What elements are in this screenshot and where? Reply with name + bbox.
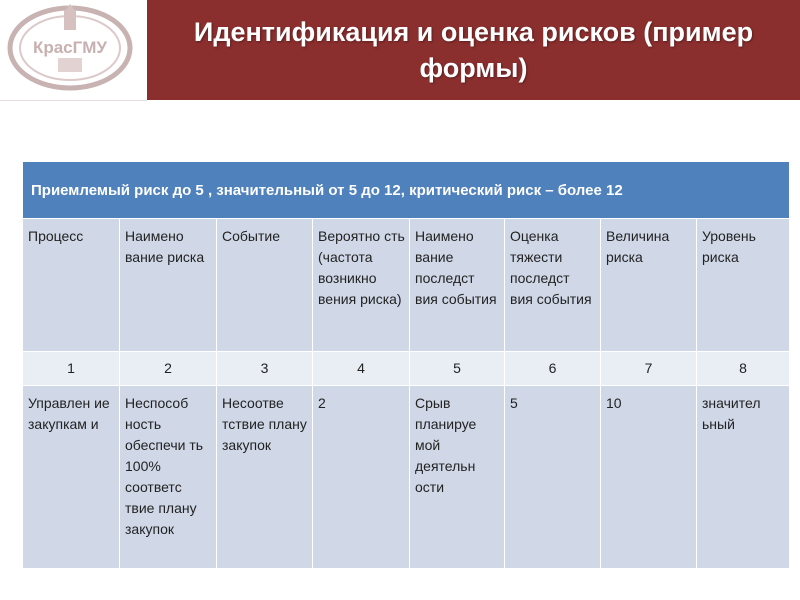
table-cell-risk-level: значител ьный	[697, 386, 790, 569]
column-number: 2	[120, 352, 217, 386]
column-number: 8	[697, 352, 790, 386]
page-title: Идентификация и оценка рисков (пример формы)	[193, 17, 754, 83]
column-number: 6	[505, 352, 601, 386]
table-caption: Приемлемый риск до 5 , значительный от 5 до 12, критический риск – более 12	[23, 162, 790, 219]
table-caption-row	[23, 162, 790, 219]
risk-assessment-table	[22, 161, 790, 569]
university-logo-icon	[4, 2, 144, 96]
column-header-process: Процесс	[23, 219, 120, 352]
column-header-consequence-severity: Оценка тяжести последст вия события	[505, 219, 601, 352]
column-header-risk-value: Величина риска	[601, 219, 697, 352]
column-number: 1	[23, 352, 120, 386]
table-cell-consequence-severity: 5	[505, 386, 601, 569]
table-cell-process: Управлен ие закупкам и	[23, 386, 120, 569]
table-cell-risk-name: Неспособ ность обеспечи ть 100% соответс твие плану закупок	[120, 386, 217, 569]
column-header-consequence-name: Наимено вание последст вия события	[410, 219, 505, 352]
column-number: 3	[217, 352, 313, 386]
table-header-row	[23, 219, 790, 352]
column-header-risk-level: Уровень риска	[697, 219, 790, 352]
table-cell-consequence-name: Срыв планируе мой деятельн ости	[410, 386, 505, 569]
column-number: 7	[601, 352, 697, 386]
table-cell-probability: 2	[313, 386, 410, 569]
column-number: 5	[410, 352, 505, 386]
header-bar	[147, 0, 800, 100]
column-number: 4	[313, 352, 410, 386]
column-number-row	[23, 352, 790, 386]
table-row	[23, 386, 790, 569]
column-header-probability: Вероятно сть (частота возникно вения риска)	[313, 219, 410, 352]
table-cell-event: Несоотве тствие плану закупок	[217, 386, 313, 569]
column-header-event: Событие	[217, 219, 313, 352]
logo-area	[0, 0, 147, 101]
logo-text: КрасГМУ	[32, 38, 108, 57]
column-header-risk-name: Наимено вание риска	[120, 219, 217, 352]
table-cell-risk-value: 10	[601, 386, 697, 569]
